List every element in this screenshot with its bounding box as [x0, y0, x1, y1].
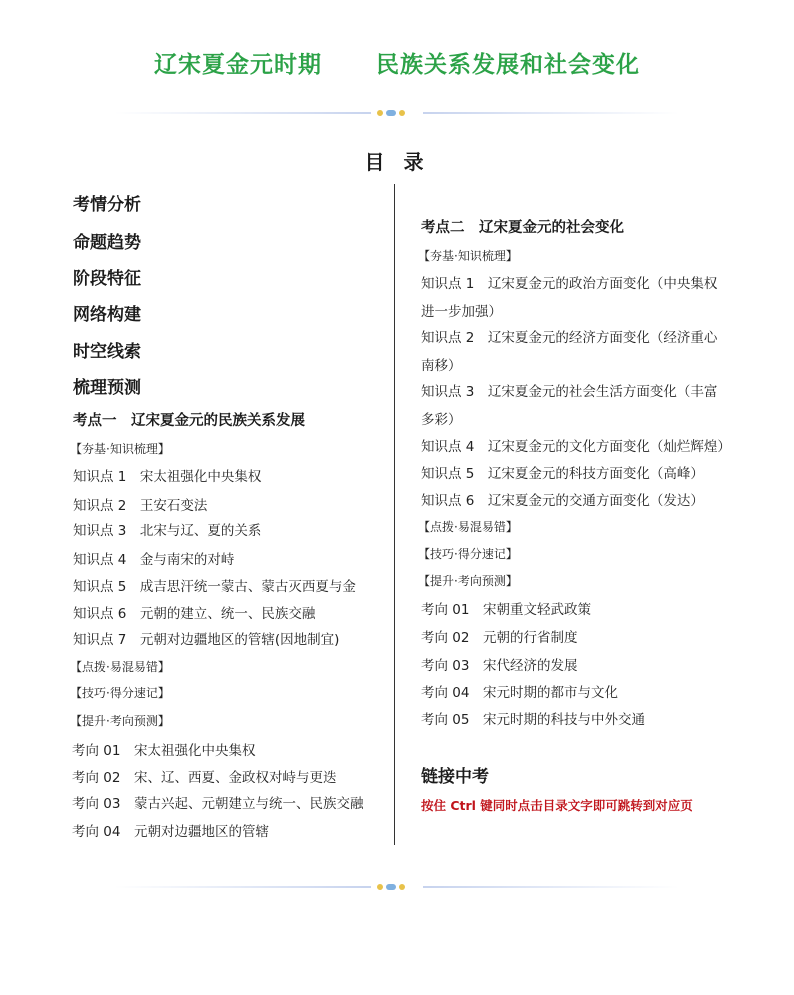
toc-knowledge-item[interactable]: 知识点 1 宋太祖强化中央集权 [73, 469, 262, 485]
toc-knowledge-item-cont[interactable]: 南移） [421, 358, 462, 374]
document-title: 辽宋夏金元时期 民族关系发展和社会变化 [153, 52, 641, 78]
toc-knowledge-item[interactable]: 知识点 5 辽宋夏金元的科技方面变化（高峰） [421, 466, 704, 482]
toc-label-skills[interactable]: 【技巧·得分速记】 [70, 686, 170, 700]
toc-link-stage[interactable]: 阶段特征 [73, 269, 141, 289]
toc-section-2[interactable]: 考点二 辽宋夏金元的社会变化 [421, 220, 624, 236]
toc-knowledge-item[interactable]: 知识点 4 辽宋夏金元的文化方面变化（灿烂辉煌） [421, 439, 731, 455]
bottom-divider [115, 882, 679, 892]
top-divider [115, 108, 679, 118]
toc-knowledge-item[interactable]: 知识点 6 辽宋夏金元的交通方面变化（发达） [421, 493, 704, 509]
toc-knowledge-item[interactable]: 知识点 4 金与南宋的对峙 [73, 552, 235, 568]
toc-direction-item[interactable]: 考向 01 宋朝重文轻武政策 [421, 602, 591, 618]
toc-label-foundation[interactable]: 【夯基·知识梳理】 [418, 249, 518, 263]
toc-knowledge-item-cont[interactable]: 进一步加强） [421, 304, 502, 320]
toc-direction-item[interactable]: 考向 02 元朝的行省制度 [421, 630, 578, 646]
toc-link-network[interactable]: 网络构建 [73, 305, 141, 325]
toc-label-promote[interactable]: 【提升·考向预测】 [418, 574, 518, 588]
toc-label-foundation[interactable]: 【夯基·知识梳理】 [70, 442, 170, 456]
toc-knowledge-item[interactable]: 知识点 1 辽宋夏金元的政治方面变化（中央集权 [421, 276, 718, 292]
toc-label-skills[interactable]: 【技巧·得分速记】 [418, 547, 518, 561]
toc-knowledge-item[interactable]: 知识点 6 元朝的建立、统一、民族交融 [73, 606, 316, 622]
divider-dots-icon [377, 884, 417, 890]
toc-link-trend[interactable]: 命题趋势 [73, 233, 141, 253]
toc-knowledge-item[interactable]: 知识点 2 辽宋夏金元的经济方面变化（经济重心 [421, 330, 718, 346]
column-divider [394, 184, 395, 845]
toc-direction-item[interactable]: 考向 02 宋、辽、西夏、金政权对峙与更迭 [72, 770, 337, 786]
toc-link-exam[interactable]: 链接中考 [421, 767, 489, 787]
toc-knowledge-item[interactable]: 知识点 2 王安石变法 [73, 498, 208, 514]
toc-direction-item[interactable]: 考向 04 宋元时期的都市与文化 [421, 685, 618, 701]
toc-heading: 目 录 [364, 150, 430, 174]
toc-link-timeline[interactable]: 时空线索 [73, 342, 141, 362]
toc-direction-item[interactable]: 考向 05 宋元时期的科技与中外交通 [421, 712, 645, 728]
toc-section-1[interactable]: 考点一 辽宋夏金元的民族关系发展 [73, 413, 305, 429]
toc-knowledge-item[interactable]: 知识点 5 成吉思汗统一蒙古、蒙古灭西夏与金 [73, 579, 356, 595]
toc-direction-item[interactable]: 考向 04 元朝对边疆地区的管辖 [72, 824, 269, 840]
toc-label-promote[interactable]: 【提升·考向预测】 [70, 714, 170, 728]
toc-knowledge-item[interactable]: 知识点 7 元朝对边疆地区的管辖(因地制宜) [73, 632, 340, 648]
toc-knowledge-item-cont[interactable]: 多彩） [421, 412, 462, 428]
toc-label-tips[interactable]: 【点拨·易混易错】 [70, 660, 170, 674]
toc-link-review[interactable]: 梳理预测 [73, 378, 141, 398]
divider-dots-icon [377, 110, 417, 116]
toc-knowledge-item[interactable]: 知识点 3 辽宋夏金元的社会生活方面变化（丰富 [421, 384, 718, 400]
toc-direction-item[interactable]: 考向 03 蒙古兴起、元朝建立与统一、民族交融 [72, 796, 364, 812]
navigation-hint: 按住 Ctrl 键同时点击目录文字即可跳转到对应页 [421, 798, 693, 813]
toc-direction-item[interactable]: 考向 01 宋太祖强化中央集权 [72, 743, 256, 759]
toc-link-analysis[interactable]: 考情分析 [73, 195, 141, 215]
toc-knowledge-item[interactable]: 知识点 3 北宋与辽、夏的关系 [73, 523, 262, 539]
toc-label-tips[interactable]: 【点拨·易混易错】 [418, 520, 518, 534]
toc-direction-item[interactable]: 考向 03 宋代经济的发展 [421, 658, 578, 674]
